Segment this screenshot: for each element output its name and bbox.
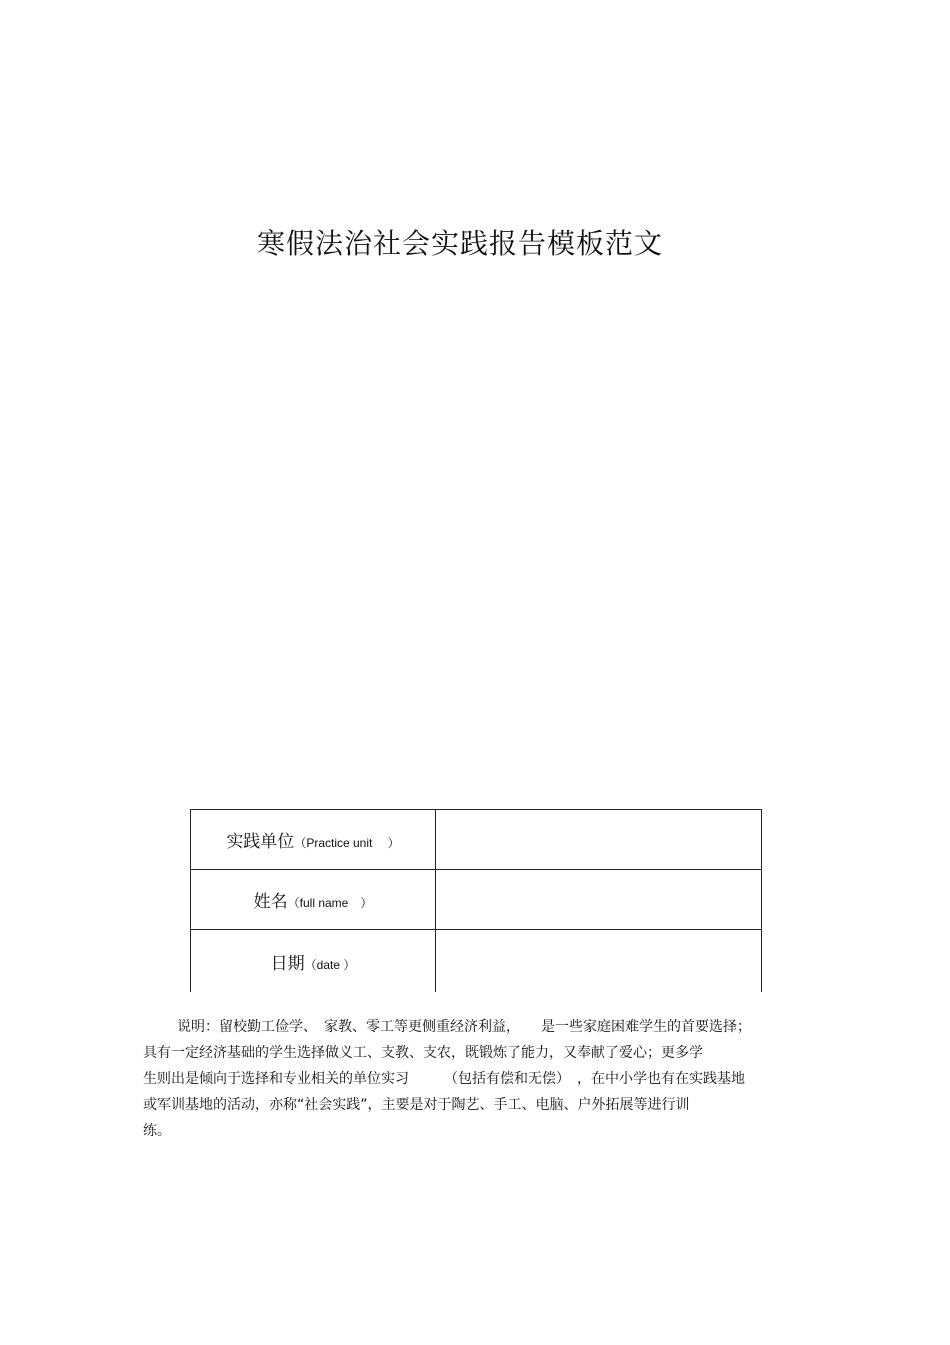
- date-label-cn: 日期: [270, 953, 305, 974]
- practice-info-table: [190, 809, 762, 992]
- full-name-value-field[interactable]: [436, 870, 762, 930]
- table-row-full-name: [191, 870, 762, 930]
- date-value-field[interactable]: [436, 930, 762, 993]
- practice-unit-label-cn: 实践单位: [226, 832, 295, 852]
- document-title: 寒假法治社会实践报告模板范文: [256, 227, 663, 260]
- practice-unit-label-en: （Practice unit ）: [294, 836, 400, 850]
- full-name-label-cn: 姓名: [253, 892, 288, 912]
- note-line: 或军训基地的活动，亦称“社会实践”，主要是对于陶艺、手工、电脑、户外拓展等进行训: [143, 1097, 690, 1113]
- table-row-practice-unit: [191, 810, 762, 870]
- note-line: 生则出是倾向于选择和专业相关的单位实习 （包括有偿和无偿） ，在中小学也有在实践基地: [143, 1071, 745, 1087]
- full-name-label-en: （full name ）: [287, 896, 373, 910]
- note-line: 练。: [143, 1123, 171, 1139]
- date-label-en: （date ）: [304, 957, 356, 972]
- note-line: 具有一定经济基础的学生选择做义工、支教、支农，既锻炼了能力，又奉献了爱心；更多学: [143, 1045, 703, 1061]
- date-label: [191, 930, 436, 993]
- explanation-note: [143, 1014, 793, 1144]
- full-name-label: [191, 870, 436, 930]
- note-line: 说明：留校勤工俭学、 家教、零工等更侧重经济利益， 是一些家庭困难学生的首要选择；: [177, 1019, 751, 1035]
- practice-unit-value-field[interactable]: [436, 810, 762, 870]
- practice-unit-label: [191, 810, 436, 870]
- table-row-date: [191, 930, 762, 993]
